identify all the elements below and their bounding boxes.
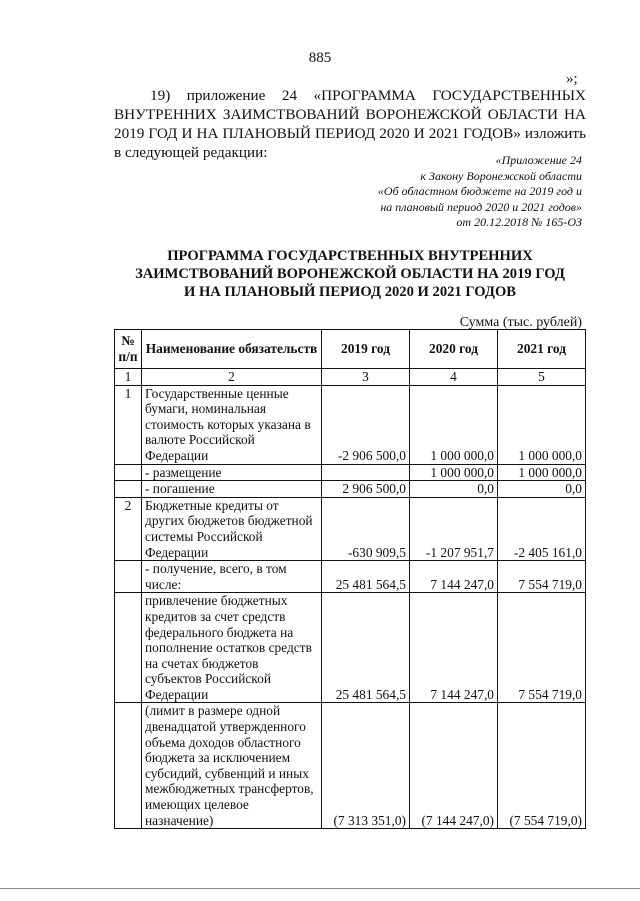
row-name: Бюджетные кредиты от других бюджетов бюджетной системы Российской Федерации bbox=[142, 497, 322, 560]
appendix-reference bbox=[282, 153, 582, 231]
row-value-2019 bbox=[322, 464, 410, 481]
title-line: И НА ПЛАНОВЫЙ ПЕРИОД 2020 И 2021 ГОДОВ bbox=[183, 284, 517, 300]
row-index: 1 bbox=[115, 385, 142, 464]
row-index bbox=[115, 561, 142, 593]
closing-quote-mark: »; bbox=[566, 71, 578, 87]
row-value-2021: -2 405 161,0 bbox=[498, 497, 586, 560]
intro-text: 19) приложение 24 «ПРОГРАММА ГОСУДАРСТВЕННЫХ ВНУТРЕННИХ ЗАИМСТВОВАНИЙ ВОРОНЕЖСКОЙ ОБЛАСТИ НА 2019 ГОД И НА ПЛАНОВЫЙ ПЕРИОД 2020 И 2021 ГОДОВ» изложить в следующей редакции: bbox=[114, 87, 586, 161]
column-number: 2 bbox=[142, 369, 322, 386]
row-value-2019: 25 481 564,5 bbox=[322, 561, 410, 593]
row-value-2021: 7 554 719,0 bbox=[498, 593, 586, 703]
row-name: привлечение бюджетных кредитов за счет средств федерального бюджета на пополнение остатков средств на счетах бюджетов субъектов Российской Федерации bbox=[142, 593, 322, 703]
row-value-2021: 0,0 bbox=[498, 481, 586, 498]
row-index: 2 bbox=[115, 497, 142, 560]
units-note: Сумма (тыс. рублей) bbox=[459, 315, 582, 330]
intro-paragraph bbox=[114, 86, 586, 162]
row-index bbox=[115, 593, 142, 703]
table-row bbox=[115, 497, 586, 560]
page-number: 885 bbox=[308, 50, 332, 66]
program-title bbox=[114, 247, 586, 301]
appendix-line: от 20.12.2018 № 165-ОЗ bbox=[456, 215, 582, 229]
footer-divider bbox=[0, 888, 640, 889]
column-number: 4 bbox=[410, 369, 498, 386]
header-year-2019: 2019 год bbox=[322, 330, 410, 369]
column-number: 1 bbox=[115, 369, 142, 386]
row-value-2019: -2 906 500,0 bbox=[322, 385, 410, 464]
row-value-2020: 7 144 247,0 bbox=[410, 561, 498, 593]
table-row bbox=[115, 703, 586, 829]
appendix-line: «Об областном бюджете на 2019 год и bbox=[377, 184, 582, 198]
row-value-2021: 1 000 000,0 bbox=[498, 464, 586, 481]
row-value-2020: 7 144 247,0 bbox=[410, 593, 498, 703]
row-value-2020: 1 000 000,0 bbox=[410, 464, 498, 481]
title-line: ПРОГРАММА ГОСУДАРСТВЕННЫХ ВНУТРЕННИХ bbox=[167, 248, 533, 264]
appendix-line: к Закону Воронежской области bbox=[420, 168, 582, 183]
appendix-line: на плановый период 2020 и 2021 годов» bbox=[380, 199, 582, 214]
row-value-2021: 7 554 719,0 bbox=[498, 561, 586, 593]
table-row bbox=[115, 385, 586, 464]
row-name: Государственные ценные бумаги, номинальная стоимость которых указана в валюте Российской Федерации bbox=[142, 385, 322, 464]
table-row bbox=[115, 561, 586, 593]
header-index: № п/п bbox=[115, 330, 142, 369]
row-value-2020: -1 207 951,7 bbox=[410, 497, 498, 560]
row-name: (лимит в размере одной двенадцатой утвержденного объема доходов областного бюджета за исключением субсидий, субвенций и иных межбюджетных трансфертов, имеющих целевое назначение) bbox=[142, 703, 322, 829]
table-row bbox=[115, 464, 586, 481]
row-value-2019: -630 909,5 bbox=[322, 497, 410, 560]
row-name: - получение, всего, в том числе: bbox=[142, 561, 322, 593]
row-name: - размещение bbox=[142, 464, 322, 481]
table-row bbox=[115, 593, 586, 703]
column-number-row bbox=[115, 369, 586, 386]
row-value-2020: (7 144 247,0) bbox=[410, 703, 498, 829]
row-index bbox=[115, 703, 142, 829]
header-year-2021: 2021 год bbox=[498, 330, 586, 369]
table-header-row bbox=[115, 330, 586, 369]
column-number: 5 bbox=[498, 369, 586, 386]
row-value-2021: 1 000 000,0 bbox=[498, 385, 586, 464]
row-value-2019: 25 481 564,5 bbox=[322, 593, 410, 703]
appendix-line: «Приложение 24 bbox=[495, 153, 582, 167]
header-obligation-name: Наименование обязательств bbox=[142, 330, 322, 369]
row-value-2020: 0,0 bbox=[410, 481, 498, 498]
row-value-2019: 2 906 500,0 bbox=[322, 481, 410, 498]
table-row bbox=[115, 481, 586, 498]
row-value-2020: 1 000 000,0 bbox=[410, 385, 498, 464]
row-name: - погашение bbox=[142, 481, 322, 498]
borrowing-program-table bbox=[114, 329, 586, 829]
row-value-2019: (7 313 351,0) bbox=[322, 703, 410, 829]
column-number: 3 bbox=[322, 369, 410, 386]
title-line: ЗАИМСТВОВАНИЙ ВОРОНЕЖСКОЙ ОБЛАСТИ НА 2019 ГОД bbox=[135, 266, 565, 282]
row-index bbox=[115, 481, 142, 498]
row-index bbox=[115, 464, 142, 481]
row-value-2021: (7 554 719,0) bbox=[498, 703, 586, 829]
header-year-2020: 2020 год bbox=[410, 330, 498, 369]
